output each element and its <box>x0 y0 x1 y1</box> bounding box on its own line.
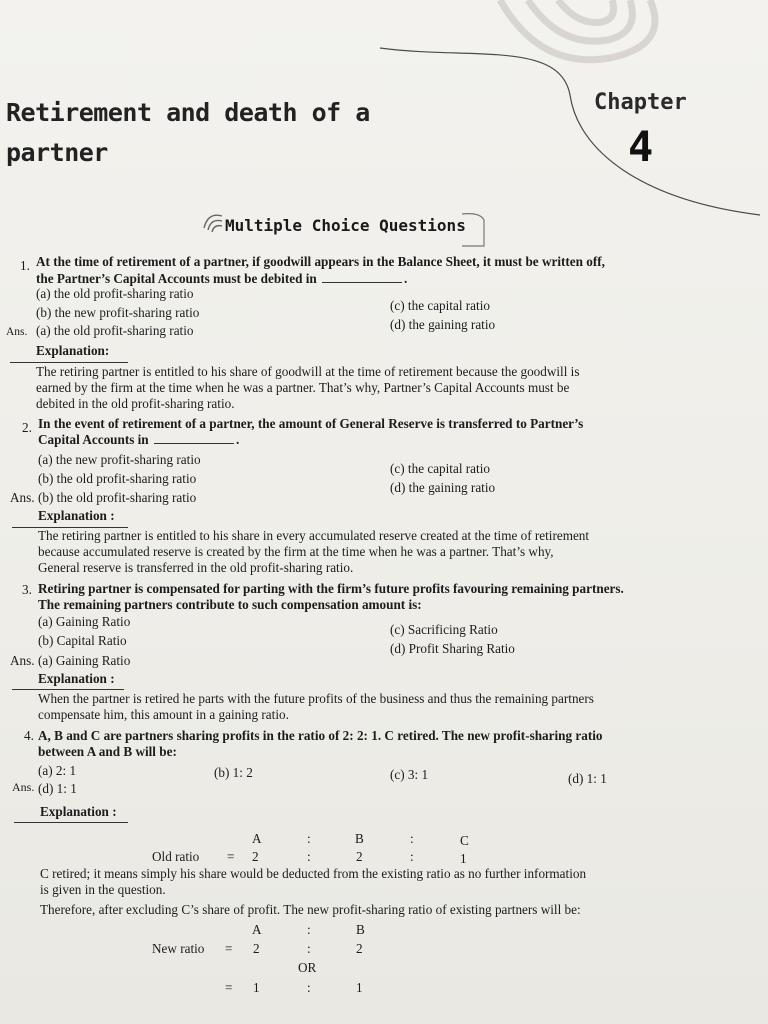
q1-explanation-label: Explanation: <box>36 343 110 358</box>
q1-number: 1. <box>20 258 30 273</box>
section-title-bracket <box>460 210 490 250</box>
q1-explanation-underline <box>10 362 128 363</box>
old-ratio-label: Old ratio <box>152 849 200 864</box>
old-ratio-header-a: A <box>252 831 262 846</box>
old-ratio-value-c: 1 <box>460 851 467 866</box>
chapter-title-line2: partner <box>6 138 108 167</box>
q2-option-a: (a) the new profit-sharing ratio <box>38 452 201 467</box>
new-ratio-header-a: A <box>252 922 262 937</box>
old-ratio-value-a: 2 <box>252 849 259 864</box>
q1-answer-label: Ans. <box>6 326 28 338</box>
new-ratio-or: OR <box>298 960 317 975</box>
q4-answer-label: Ans. <box>12 780 35 794</box>
old-ratio-header-colon2: : <box>410 831 414 846</box>
old-ratio-equals: = <box>227 849 235 864</box>
q2-option-d: (d) the gaining ratio <box>390 480 496 495</box>
q2-number: 2. <box>22 420 32 435</box>
q3-answer: (a) Gaining Ratio <box>38 653 131 668</box>
q3-explanation-underline <box>12 689 124 690</box>
q4-explanation-underline <box>14 822 128 823</box>
new-ratio-header-b: B <box>356 922 365 937</box>
q4-option-c: (c) 3: 1 <box>390 767 429 782</box>
q3-option-a: (a) Gaining Ratio <box>38 614 131 629</box>
new-ratio-label: New ratio <box>152 941 205 956</box>
q1-explanation-line2: earned by the firm at the time when he was a partner. That’s why, Partner’s Capital Accounts must be <box>36 380 570 395</box>
old-ratio-colon1: : <box>307 849 311 864</box>
new-ratio-equals2: = <box>225 980 233 995</box>
chapter-number: 4 <box>628 122 654 171</box>
q1-text-line1: At the time of retirement of a partner, if goodwill appears in the Balance Sheet, it must be written off, <box>36 254 605 269</box>
answer-blank <box>322 282 402 283</box>
q3-explanation-line2: compensate him, this amount in a gaining ratio. <box>38 707 289 722</box>
q1-answer: (a) the old profit-sharing ratio <box>36 323 194 338</box>
q2-answer-label: Ans. <box>10 490 35 505</box>
new-ratio-header-colon: : <box>307 922 311 937</box>
q3-option-c: (c) Sacrificing Ratio <box>390 622 498 637</box>
q2-option-b: (b) the old profit-sharing ratio <box>38 471 197 486</box>
q3-option-b: (b) Capital Ratio <box>38 633 127 648</box>
q4-explanation-label: Explanation : <box>40 804 117 819</box>
q2-explanation-label: Explanation : <box>38 508 115 523</box>
q2-explanation-line2: because accumulated reserve is created by the firm at the time when he was a partner. That’s why, <box>38 544 554 559</box>
chapter-title-line1: Retirement and death of a <box>6 98 370 127</box>
q3-text-line1: Retiring partner is compensated for parting with the firm’s future profits favouring remaining partners. <box>38 581 624 596</box>
q2-text-line1: In the event of retirement of a partner, the amount of General Reserve is transferred to Partner’s <box>38 416 584 431</box>
new-ratio-colon2: : <box>307 980 311 995</box>
old-ratio-header-c: C <box>460 833 469 848</box>
q2-text-line2: Capital Accounts in . <box>38 432 240 447</box>
old-ratio-value-b: 2 <box>356 849 363 864</box>
q1-option-a: (a) the old profit-sharing ratio <box>36 286 194 301</box>
q4-explanation-text3: Therefore, after excluding C’s share of profit. The new profit-sharing ratio of existing partners will be: <box>40 902 581 917</box>
q3-explanation-label: Explanation : <box>38 671 115 686</box>
q1-option-c: (c) the capital ratio <box>390 298 490 313</box>
q2-explanation-line1: The retiring partner is entitled to his share in every accumulated reserve created at the time of retirement <box>38 528 590 543</box>
new-ratio-simplified-a: 1 <box>253 980 260 995</box>
q2-explanation-line3: General reserve is transferred in the old profit-sharing ratio. <box>38 560 354 575</box>
old-ratio-header-colon1: : <box>307 831 311 846</box>
section-swirl-icon <box>200 208 226 234</box>
new-ratio-value-a: 2 <box>253 941 260 956</box>
old-ratio-colon2: : <box>410 849 414 864</box>
new-ratio-equals: = <box>225 941 233 956</box>
new-ratio-value-b: 2 <box>356 941 363 956</box>
q2-option-c: (c) the capital ratio <box>390 461 490 476</box>
q3-number: 3. <box>22 582 32 597</box>
q3-text-line2: The remaining partners contribute to such compensation amount is: <box>38 597 422 612</box>
q2-answer: (b) the old profit-sharing ratio <box>38 490 197 505</box>
old-ratio-header-b: B <box>355 831 364 846</box>
q4-text-line1: A, B and C are partners sharing profits in the ratio of 2: 2: 1. C retired. The new profit-sharing ratio <box>38 728 603 743</box>
q1-option-b: (b) the new profit-sharing ratio <box>36 305 200 320</box>
q4-option-a: (a) 2: 1 <box>38 763 77 778</box>
q1-option-d: (d) the gaining ratio <box>390 317 496 332</box>
q4-number: 4. <box>24 728 34 743</box>
q4-explanation-text1: C retired; it means simply his share would be deducted from the existing ratio as no further information <box>40 866 587 881</box>
q1-explanation-line3: debited in the old profit-sharing ratio. <box>36 396 235 411</box>
chapter-label: Chapter <box>594 90 687 115</box>
new-ratio-colon: : <box>307 941 311 956</box>
section-title: Multiple Choice Questions <box>225 216 466 235</box>
q4-text-line2: between A and B will be: <box>38 744 177 759</box>
q4-answer: (d) 1: 1 <box>38 781 77 796</box>
answer-blank <box>154 443 234 444</box>
q4-option-d: (d) 1: 1 <box>568 771 607 786</box>
new-ratio-simplified-b: 1 <box>356 980 363 995</box>
q1-explanation-line1: The retiring partner is entitled to his share of goodwill at the time of retirement because the goodwill is <box>36 364 580 379</box>
q3-answer-label: Ans. <box>10 653 35 668</box>
q3-option-d: (d) Profit Sharing Ratio <box>390 641 515 656</box>
q4-option-b: (b) 1: 2 <box>214 765 253 780</box>
q1-text-line2: the Partner’s Capital Accounts must be debited in . <box>36 271 408 286</box>
q4-explanation-text2: is given in the question. <box>40 882 166 897</box>
q3-explanation-line1: When the partner is retired he parts with the future profits of the business and thus the remaining partners <box>38 691 594 706</box>
